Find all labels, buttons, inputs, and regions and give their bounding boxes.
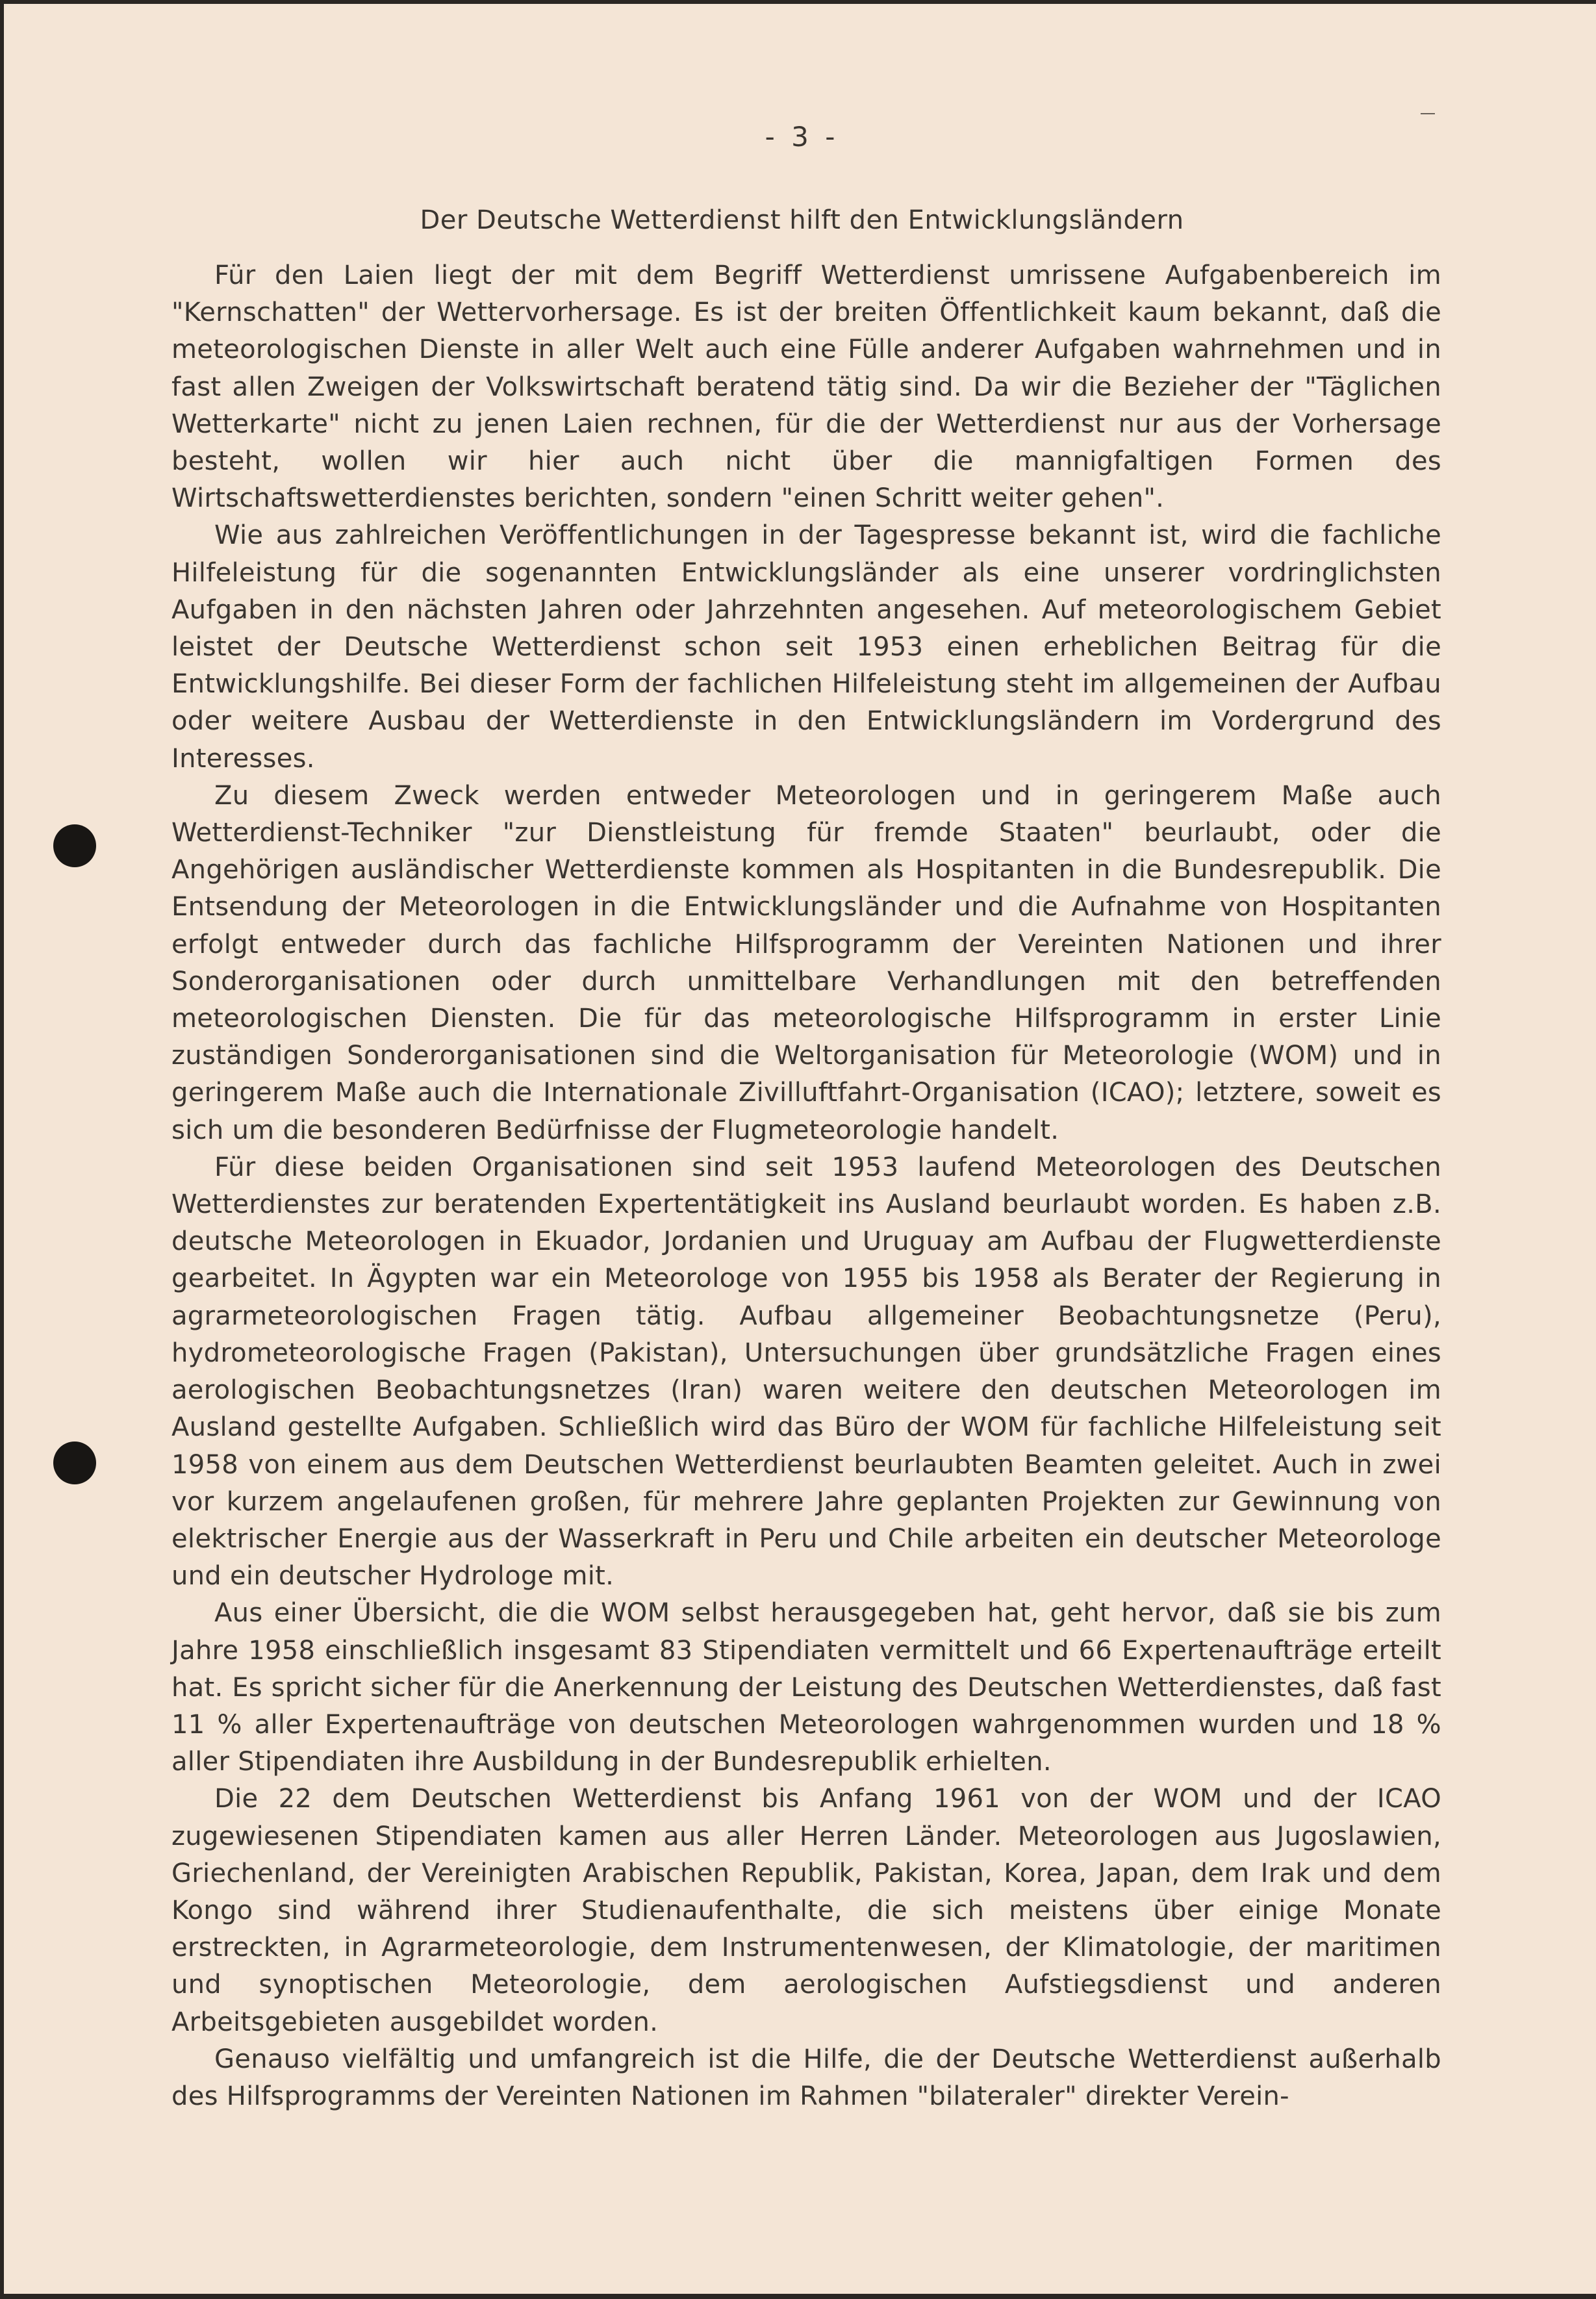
paragraph: Für diese beiden Organisationen sind seit 1953 laufend Meteorologen des Deutschen Wetterdienstes zur beratenden Expertentätigkeit ins Ausland beurlaubt worden. Es haben z.B. deutsche Meteorologen in Ekuador, Jordanien und Uruguay am Aufbau der Flugwetterdienste gearbeitet. In Ägypten war ein Meteorologe von 1955 bis 1958 als Berater der Regierung in agrarmeteorologischen Fragen tätig. Aufbau allgemeiner Beobachtungsnetze (Peru), hydrometeorologische Fragen (Pakistan), Untersuchungen über grundsätzliche Fragen eines aerologischen Beobachtungsnetzes (Iran) waren weitere den deutschen Meteorologen im Ausland gestellte Aufgaben. Schließlich wird das Büro der WOM für fachliche Hilfeleistung seit 1958 von einem aus dem Deutschen Wetterdienst beurlaubten Beamten geleitet. Auch in zwei vor kurzem angelaufenen großen, für mehrere Jahre geplanten Projekten zur Gewinnung von elektrischer Energie aus der Wasserkraft in Peru und Chile arbeiten ein deutscher Meteorologe und ein deutscher Hydrologe mit.: [171, 1152, 1441, 1592]
paragraph: Für den Laien liegt der mit dem Begriff Wetterdienst umrissene Aufgabenbereich im "Kernschatten" der Wettervorhersage. Es ist der breiten Öffentlichkeit kaum bekannt, daß die meteorologischen Dienste in aller Welt auch eine Fülle anderer Aufgaben wahrnehmen und in fast allen Zweigen der Volkswirtschaft beratend tätig sind. Da wir die Bezieher der "Täglichen Wetterkarte" nicht zu jenen Laien rechnen, für die der Wetterdienst nur aus der Vorhersage besteht, wollen wir hier auch nicht über die mannigfaltigen Formen des Wirtschaftswetterdienstes berichten, sondern "einen Schritt weiter gehen".: [171, 260, 1441, 514]
document-body: [171, 257, 1441, 2115]
paragraph: Wie aus zahlreichen Veröffentlichungen in der Tagespresse bekannt ist, wird die fachliche Hilfeleistung für die sogenannten Entwicklungsländer als eine unserer vordringlichsten Aufgaben in den nächsten Jahren oder Jahrzehnten angesehen. Auf meteorologischem Gebiet leistet der Deutsche Wetterdienst schon seit 1953 einen erheblichen Beitrag für die Entwicklungshilfe. Bei dieser Form der fachlichen Hilfeleistung steht im allgemeinen der Aufbau oder weitere Ausbau der Wetterdienste in den Entwicklungsländern im Vordergrund des Interesses.: [171, 520, 1441, 774]
page-number: - 3 -: [765, 121, 839, 153]
punch-hole: [53, 1442, 96, 1484]
paragraph: Die 22 dem Deutschen Wetterdienst bis Anfang 1961 von der WOM und der ICAO zugewiesenen Stipendiaten kamen aus aller Herren Länder. Meteorologen aus Jugoslawien, Griechenland, der Vereinigten Arabischen Republik, Pakistan, Korea, Japan, dem Irak und dem Kongo sind während ihrer Studienaufenthalte, die sich meistens über einige Monate erstreckten, in Agrarmeteorologie, dem Instrumentenwesen, der Klimatologie, der maritimen und synoptischen Meteorologie, dem aerologischen Aufstiegsdienst und anderen Arbeitsgebieten ausgebildet worden.: [171, 1784, 1441, 2037]
paragraph: Aus einer Übersicht, die die WOM selbst herausgegeben hat, geht hervor, daß sie bis zum Jahre 1958 einschließlich insgesamt 83 Stipendiaten vermittelt und 66 Expertenaufträge erteilt hat. Es spricht sicher für die Anerkennung der Leistung des Deutschen Wetterdienstes, daß fast 11 % aller Expertenaufträge von deutschen Meteorologen wahrgenommen wurden und 18 % aller Stipendiaten ihre Ausbildung in der Bundesrepublik erhielten.: [171, 1598, 1441, 1777]
document-title: Der Deutsche Wetterdienst hilft den Entwicklungsländern: [420, 205, 1184, 235]
corner-mark: [1421, 113, 1435, 114]
paragraph: Genauso vielfältig und umfangreich ist die Hilfe, die der Deutsche Wetterdienst außerhalb des Hilfsprogramms der Vereinten Nationen im Rahmen "bilateraler" direkter Verein-: [171, 2044, 1441, 2111]
paragraph: Zu diesem Zweck werden entweder Meteorologen und in geringerem Maße auch Wetterdienst-Techniker "zur Dienstleistung für fremde Staaten" beurlaubt, oder die Angehörigen ausländischer Wetterdienste kommen als Hospitanten in die Bundesrepublik. Die Entsendung der Meteorologen in die Entwicklungsländer und die Aufnahme von Hospitanten erfolgt entweder durch das fachliche Hilfsprogramm der Vereinten Nationen und ihrer Sonderorganisationen oder durch unmittelbare Verhandlungen mit den betreffenden meteorologischen Diensten. Die für das meteorologische Hilfsprogramm in erster Linie zuständigen Sonderorganisationen sind die Weltorganisation für Meteorologie (WOM) und in geringerem Maße auch die Internationale Zivilluftfahrt-Organisation (ICAO); letztere, soweit es sich um die besonderen Bedürfnisse der Flugmeteorologie handelt.: [171, 780, 1441, 1145]
punch-hole: [53, 824, 96, 867]
page-edge: [4, 2294, 1596, 2299]
